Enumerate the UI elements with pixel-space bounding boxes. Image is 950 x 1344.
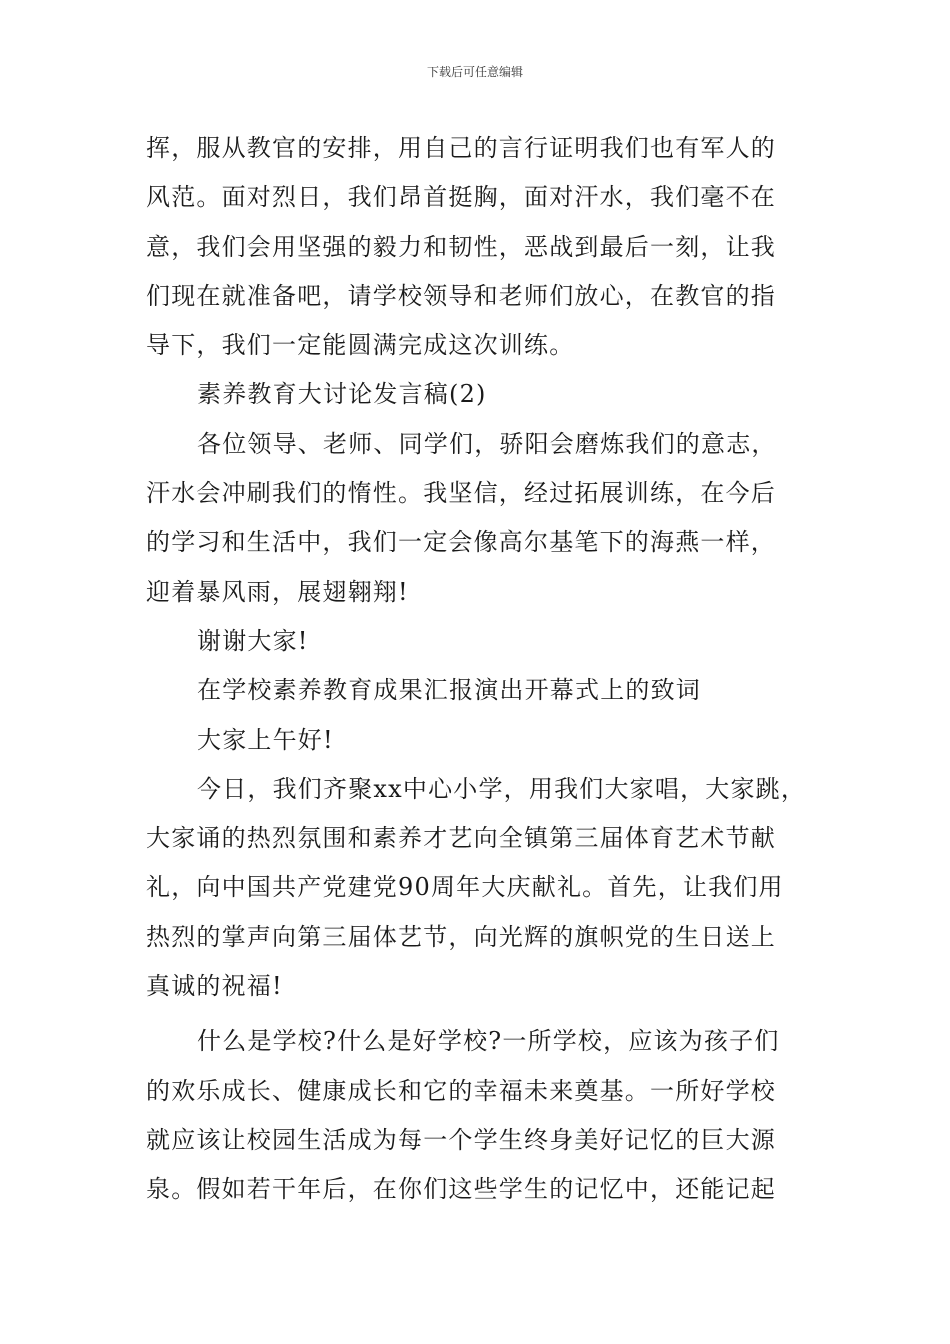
- section-title: 在学校素养教育成果汇报演出开幕式上的致词: [197, 676, 701, 705]
- paragraph-line: 泉。假如若干年后，在你们这些学生的记忆中，还能记起: [146, 1175, 776, 1204]
- paragraph-line: 挥，服从教官的安排，用自己的言行证明我们也有军人的: [146, 134, 776, 162]
- paragraph-line: 就应该让校园生活成为每一个学生终身美好记忆的巨大源: [146, 1125, 776, 1154]
- paragraph-line: 们现在就准备吧，请学校领导和老师们放心，在教官的指: [146, 281, 776, 310]
- document-body: [146, 124, 816, 1215]
- paragraph-line: 谢谢大家!: [197, 626, 309, 655]
- paragraph-line: 迎着暴风雨，展翅翱翔!: [146, 577, 409, 606]
- paragraph-line: 风范。面对烈日，我们昂首挺胸，面对汗水，我们毫不在: [146, 183, 776, 212]
- paragraph-line: 什么是学校?什么是好学校?一所学校，应该为孩子们: [197, 1027, 780, 1056]
- greeting-line: 大家上午好!: [197, 725, 334, 754]
- paragraph-line: 汗水会冲刷我们的惰性。我坚信，经过拓展训练，在今后: [146, 479, 776, 508]
- paragraph-line: 热烈的掌声向第三届体艺节，向光辉的旗帜党的生日送上: [146, 922, 776, 951]
- paragraph-line: 的学习和生活中，我们一定会像高尔基笔下的海燕一样，: [146, 528, 776, 557]
- header-note: 下载后可任意编辑: [426, 65, 523, 79]
- paragraph-line: 意，我们会用坚强的毅力和韧性，恶战到最后一刻，让我: [146, 232, 776, 261]
- paragraph-line: 的欢乐成长、健康成长和它的幸福未来奠基。一所好学校: [146, 1076, 776, 1105]
- section-title: 素养教育大讨论发言稿(2): [197, 380, 487, 409]
- paragraph-line: 各位领导、老师、同学们，骄阳会磨炼我们的意志，: [197, 429, 777, 458]
- paragraph-line: 导下，我们一定能圆满完成这次训练。: [146, 331, 575, 360]
- paragraph-line: 礼，向中国共产党建党90周年大庆献礼。首先，让我们用: [146, 873, 784, 902]
- paragraph-line: 真诚的祝福!: [146, 972, 283, 1001]
- paragraph-line: 大家诵的热烈氛围和素养才艺向全镇第三届体育艺术节献: [146, 824, 776, 853]
- paragraph-line: 今日，我们齐聚xx中心小学，用我们大家唱，大家跳，: [197, 774, 807, 803]
